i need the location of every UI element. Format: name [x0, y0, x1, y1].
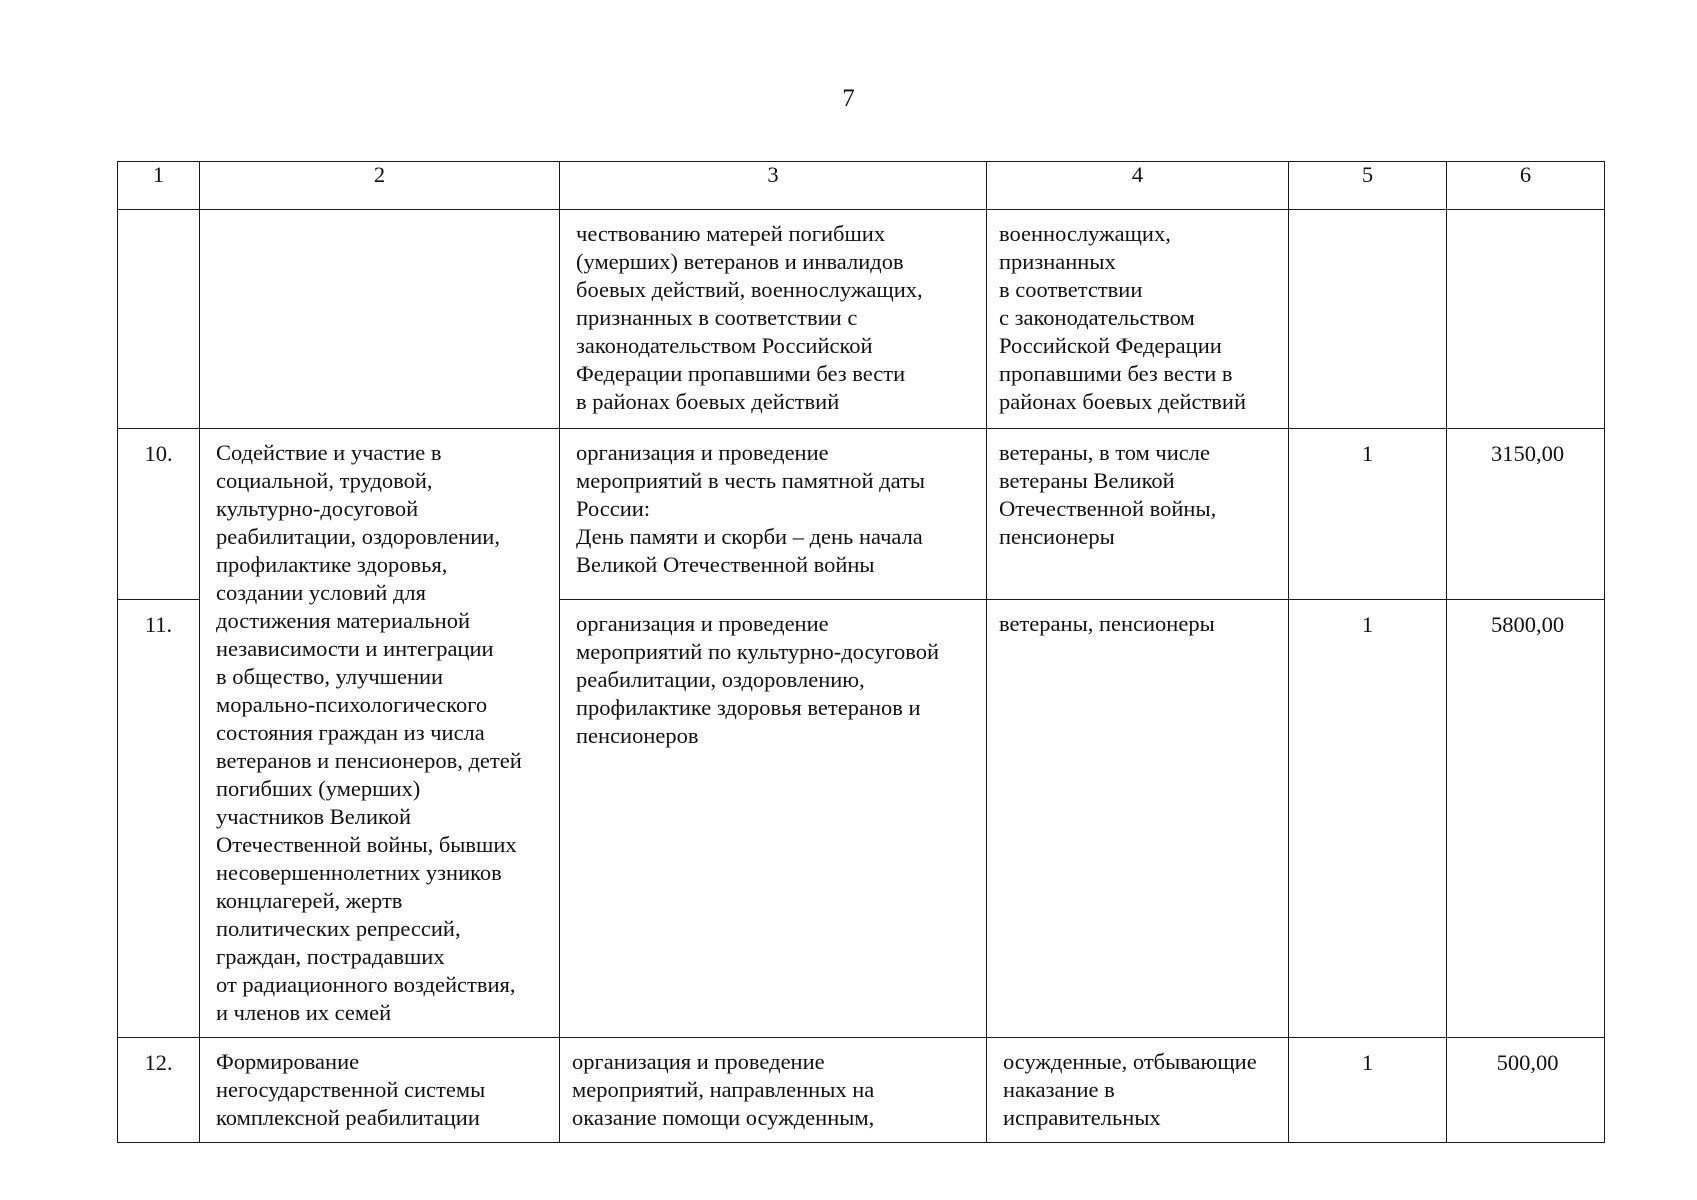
- row-number-cell: 10.: [118, 429, 200, 600]
- page-number: 7: [842, 85, 855, 112]
- program-cell: [200, 210, 560, 429]
- program-table: [117, 161, 1605, 1143]
- amount-cell: 5800,00: [1447, 600, 1605, 1038]
- target-group-cell: военнослужащих, признанных в соответствии с законодательством Российской Федерации пропавшими без вести в районах боевых действий: [987, 210, 1289, 429]
- amount-cell: 3150,00: [1447, 429, 1605, 600]
- amount-cell: [1447, 210, 1605, 429]
- header-cell-4: 4: [987, 162, 1289, 210]
- amount-cell: 500,00: [1447, 1038, 1605, 1143]
- activity-cell: чествованию матерей погибших (умерших) ветеранов и инвалидов боевых действий, военнослужащих, признанных в соответствии с законодательством Российской Федерации пропавшими без вести в районах боевых действий: [560, 210, 987, 429]
- activity-cell: организация и проведение мероприятий, направленных на оказание помощи осужденным,: [560, 1038, 987, 1143]
- target-group-cell: осужденные, отбывающие наказание в исправительных: [987, 1038, 1289, 1143]
- count-cell: [1289, 210, 1447, 429]
- count-cell: 1: [1289, 600, 1447, 1038]
- row-number-cell: [118, 210, 200, 429]
- table-row: [118, 429, 1605, 600]
- row-number-cell: 11.: [118, 600, 200, 1038]
- count-cell: 1: [1289, 1038, 1447, 1143]
- header-cell-2: 2: [200, 162, 560, 210]
- count-cell: 1: [1289, 429, 1447, 600]
- program-cell: Формирование негосударственной системы комплексной реабилитации: [200, 1038, 560, 1143]
- program-cell: Содействие и участие в социальной, трудовой, культурно-досуговой реабилитации, оздоровлении, профилактике здоровья, создании условий для достижения материальной независимости и интеграции в общество, улучшении морально-психологического состояния граждан из числа ветеранов и пенсионеров, детей погибших (умерших) участников Великой Отечественной войны, бывших несовершеннолетних узников концлагерей, жертв политических репрессий, граждан, пострадавших от радиационного воздействия, и членов их семей: [200, 429, 560, 1038]
- target-group-cell: ветераны, пенсионеры: [987, 600, 1289, 1038]
- activity-cell: организация и проведение мероприятий по культурно-досуговой реабилитации, оздоровлению, профилактике здоровья ветеранов и пенсионеров: [560, 600, 987, 1038]
- table-row: [118, 1038, 1605, 1143]
- header-cell-6: 6: [1447, 162, 1605, 210]
- row-number-cell: 12.: [118, 1038, 200, 1143]
- table-row: [118, 210, 1605, 429]
- activity-cell: организация и проведение мероприятий в честь памятной даты России: День памяти и скорби – день начала Великой Отечественной войны: [560, 429, 987, 600]
- header-cell-3: 3: [560, 162, 987, 210]
- target-group-cell: ветераны, в том числе ветераны Великой Отечественной войны, пенсионеры: [987, 429, 1289, 600]
- header-cell-1: 1: [118, 162, 200, 210]
- header-cell-5: 5: [1289, 162, 1447, 210]
- table-header-row: [118, 162, 1605, 210]
